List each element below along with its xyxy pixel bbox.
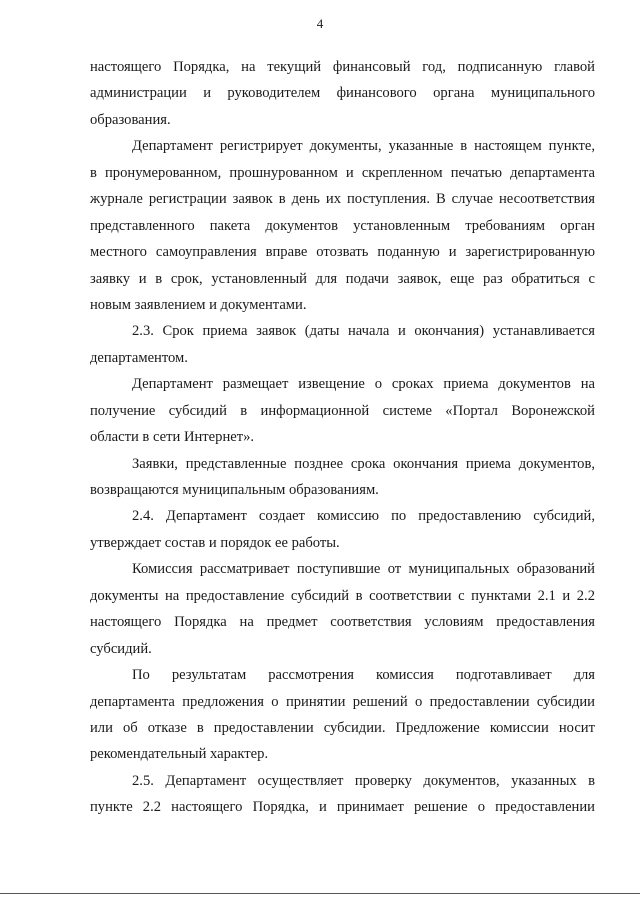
- text-line: документы на предоставление субсидий в соответствии с пунктами 2.1 и 2.2: [90, 587, 595, 604]
- text-line: Комиссия рассматривает поступившие от муниципальных образований: [132, 561, 595, 578]
- text-line: 2.5. Департамент осуществляет проверку документов, указанных в: [132, 772, 595, 789]
- text-line: журнале регистрации заявок в день их поступления. В случае несоответствия: [90, 191, 595, 208]
- text-line: департамента предложения о принятии решений о предоставлении субсидии: [90, 693, 595, 710]
- text-line: рекомендательный характер.: [90, 746, 269, 763]
- text-line: или об отказе в предоставлении субсидии. Предложение комиссии носит: [90, 719, 595, 736]
- text-line: По результатам рассмотрения комиссия подготавливает для: [132, 667, 595, 684]
- text-line: 2.4. Департамент создает комиссию по предоставлению субсидий,: [132, 508, 595, 525]
- text-line: Департамент размещает извещение о сроках приема документов на: [132, 376, 595, 393]
- text-line: администрации и руководителем финансового органа муниципального: [90, 85, 595, 102]
- page-number: 4: [316, 16, 324, 31]
- text-line: настоящего Порядка на предмет соответствия условиям предоставления: [90, 614, 595, 631]
- text-line: области в сети Интернет».: [90, 429, 255, 446]
- text-line: получение субсидий в информационной системе «Портал Воронежской: [90, 402, 595, 419]
- text-line: представленного пакета документов установленным требованиям орган: [90, 217, 595, 234]
- document-body: [90, 54, 595, 821]
- bottom-rule: [0, 893, 640, 894]
- text-line: Департамент регистрирует документы, указанные в настоящем пункте,: [132, 138, 595, 155]
- text-line: настоящего Порядка, на текущий финансовый год, подписанную главой: [90, 59, 595, 75]
- text-line: субсидий.: [90, 640, 152, 657]
- text-line: заявку и в срок, установленный для подачи заявок, еще раз обратиться с: [90, 270, 595, 287]
- text-line: утверждает состав и порядок ее работы.: [90, 534, 340, 551]
- text-line: пункте 2.2 настоящего Порядка, и принимает решение о предоставлении: [90, 799, 595, 816]
- text-line: департаментом.: [90, 349, 188, 366]
- text-line: новым заявлением и документами.: [90, 296, 307, 313]
- text-line: 2.3. Срок приема заявок (даты начала и окончания) устанавливается: [132, 323, 595, 340]
- text-line: местного самоуправления вправе отозвать поданную и зарегистрированную: [90, 244, 595, 261]
- text-line: возвращаются муниципальным образованиям.: [90, 482, 379, 498]
- text-line: образования.: [90, 111, 171, 128]
- text-line: Заявки, представленные позднее срока окончания приема документов,: [132, 455, 595, 472]
- text-line: в пронумерованном, прошнурованном и скрепленном печатью департамента: [90, 164, 595, 181]
